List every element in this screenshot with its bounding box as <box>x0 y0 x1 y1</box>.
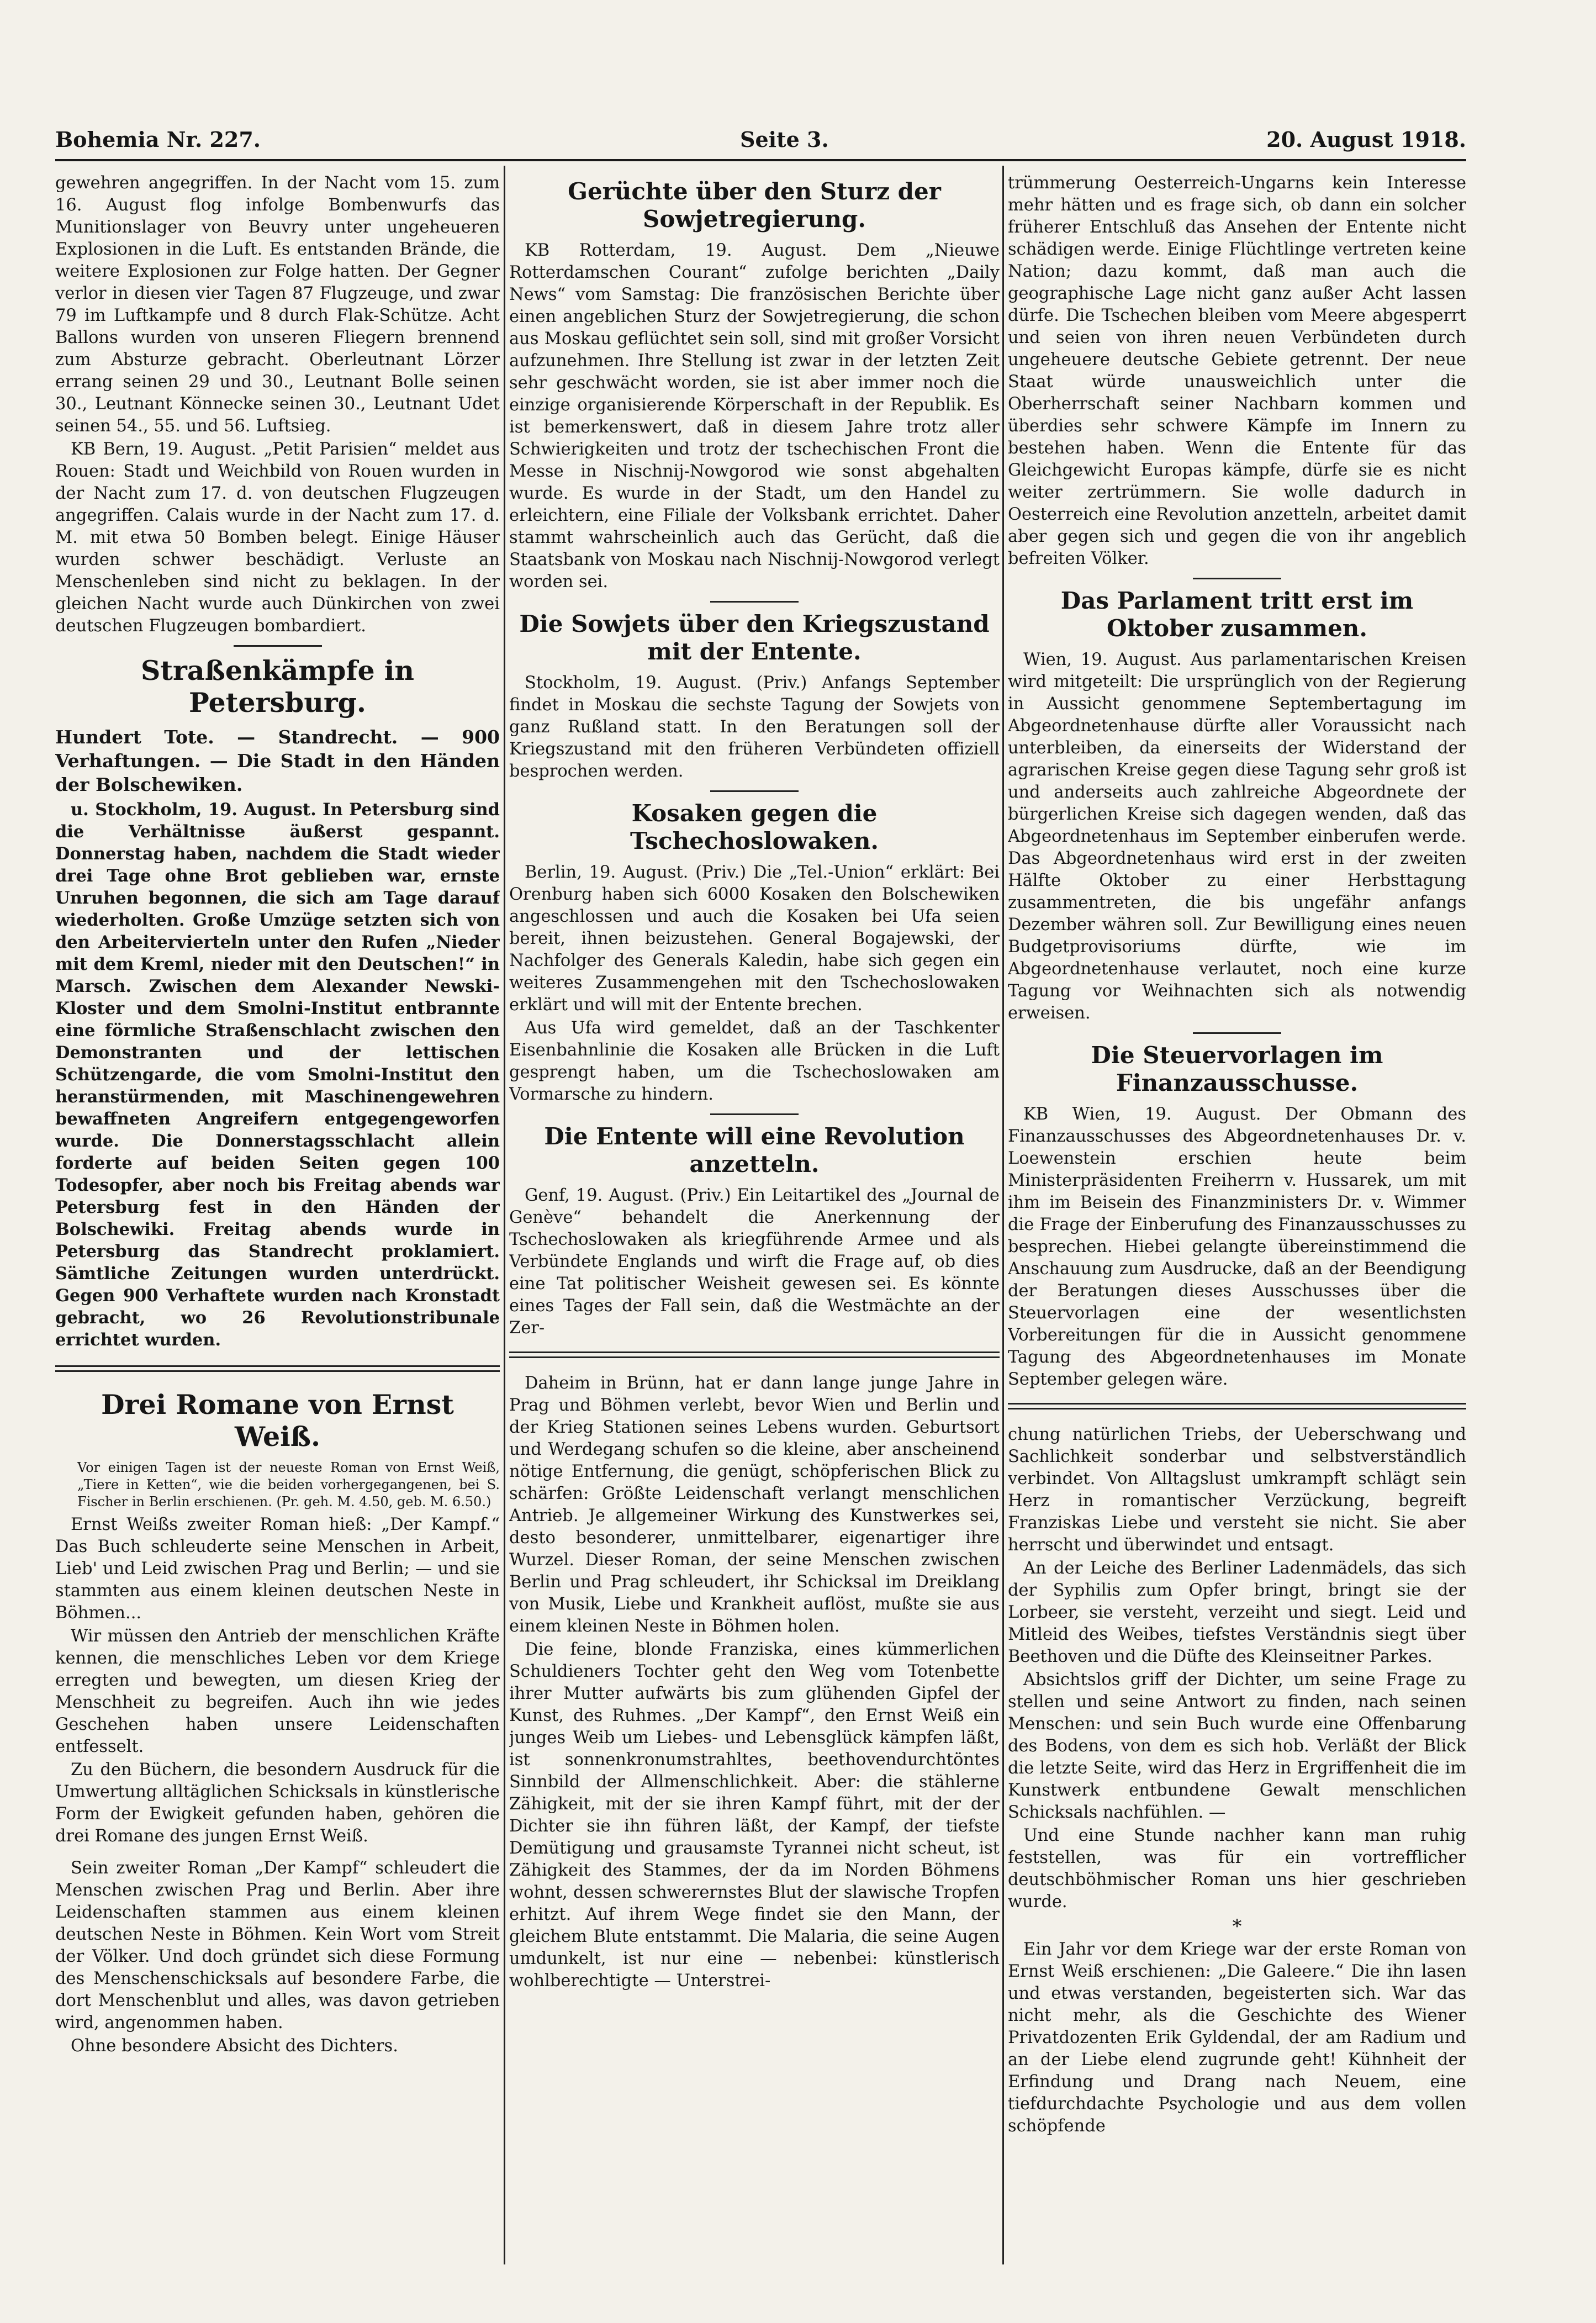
masthead-issue: Bohemia Nr. 227. <box>55 127 261 152</box>
separator-rule <box>710 601 799 603</box>
section-divider <box>55 1365 500 1372</box>
separator-rule <box>710 790 799 792</box>
column-3 <box>1008 172 1466 2249</box>
article-text: Genf, 19. August. (Priv.) Ein Leitartikel des „Journal de Genève“ behandelt die Anerkennung der Tschechoslowaken als kriegführende Armee und als Verbündete Englands und wirft die Frage auf, ob dies eine Tat politischer Weisheit gewesen sei. Es könnte eines Tages der Fall sein, daß die Westmächte an der Zer- <box>509 1186 1000 1338</box>
headline: Gerüchte über den Sturz der Sowjetregierung. <box>568 178 941 233</box>
article-text: KB Bern, 19. August. „Petit Parisien“ meldet aus Rouen: Stadt und Weichbild von Rouen wurden in der Nacht zum 17. d. von deutschen Flugzeugen angegriffen. Calais wurde in der Nacht zum 17. d. M. mit etwa 50 Bomben belegt. Einige Häuser wurden schwer beschädigt. Verluste an Menschenleben sind nicht zu beklagen. In der gleichen Nacht wurde auch Dünkirchen von zwei deutschen Flugzeugen bombardiert. <box>55 440 500 636</box>
feuilleton-text: Wir müssen den Antrieb der menschlichen Kräfte kennen, die menschliches Leben vor dem Kriege erregten und bewegten, um diesen Krieg der Menschheit zu begreifen. Auch ihn wie jedes Geschehen haben unsere Leidenschaften entfesselt. <box>55 1627 500 1756</box>
asterisk-divider: * <box>1232 1915 1242 1937</box>
feuilleton-text: Die feine, blonde Franziska, eines kümmerlichen Schuldieners Tochter geht den Weg vom Totenbette ihrer Mutter aufwärts bis zum glühenden Gipfel der Kunst, des Ruhmes. „Der Kampf“, den Ernst Weiß ein junges Weib um Liebes- und Lebensglück kämpfen läßt, ist sonnenkronumstrahltes, beethovendurchtöntes Sinnbild der Allmenschlichkeit. Aber: die stählerne Zähigkeit, mit der sie ihren Kampf führt, mit der der Dichter sie ihn führen läßt, der Kampf, der tiefste Demütigung und grausamste Tyrannei nicht scheut, ist Zähigkeit des Stammes, der da im Norden Böhmens wohnt, dessen schwerernstes Blut der slawische Tropfen erhitzt. Auf ihrem Wege findet sie den Mann, der gleichem Blute entstammt. Die Malaria, die seine Augen umdunkelt, ist nur eine — nebenbei: künstlerisch wohlberechtigte — Unterstrei- <box>509 1640 1000 1991</box>
headline: Die Steuervorlagen im Finanzausschusse. <box>1091 1042 1383 1096</box>
separator-rule <box>1193 578 1281 579</box>
article-text: KB Rotterdam, 19. August. Dem „Nieuwe Rotterdamschen Courant“ zufolge berichten „Daily News“ vom Samstag: Die französischen Berichte über einen angeblichen Sturz der Sowjetregierung, die schon aus Moskau geflüchtet sein soll, sind mit großer Vorsicht aufzunehmen. Ihre Stellung ist zwar in der letzten Zeit sehr geschwächt worden, sie ist aber immer noch die einzige organisierende Körperschaft in der Republik. Es ist bemerkenswert, daß in diesem Jahre trotz aller Schwierigkeiten und trotz der tschechischen Front die Messe in Nischnij-Nowgorod wie sonst abgehalten wurde. Es wurde in der Stadt, um den Handel zu erleichtern, eine Filiale der Volksbank errichtet. Daher stammt wahrscheinlich auch das Gerücht, daß die Staatsbank von Moskau nach Nischnij-Nowgorod verlegt worden sei. <box>509 241 1000 592</box>
feuilleton-text: Ernst Weißs zweiter Roman hieß: „Der Kampf.“ Das Buch schleuderte seine Menschen in Arbeit, Lieb' und Leid zwischen Prag und Berlin; — und sie stammten aus einem kleinen deutschen Neste in Böhmen... <box>55 1515 500 1623</box>
feuilleton-text: An der Leiche des Berliner Ladenmädels, das sich der Syphilis zum Opfer bringt, bringt sie der Lorbeer, sie versteht, verzeiht und siegt. Leid und Mitleid des Weibes, tiefstes Verständnis siegt über Beethoven und die Düfte des Kleinseitner Parkes. <box>1008 1559 1466 1666</box>
feuilleton-text: chung natürlichen Triebs, der Ueberschwang und Sachlichkeit sonderbar und selbstverständlich verbindet. Von Alltagslust umkrampft schlägt sein Herz in romantischer Verzückung, begreift Franziskas Liebe und versteht sie nicht. Sie aber herrscht und überwindet und entsagt. <box>1008 1425 1466 1555</box>
feuilleton-text: Und eine Stunde nachher kann man ruhig feststellen, was für ein vortrefflicher deutschböhmischer Roman uns hier geschrieben wurde. <box>1008 1826 1466 1912</box>
column-divider <box>1002 166 1004 2264</box>
headline: Die Entente will eine Revolution anzetteln. <box>544 1123 965 1178</box>
feuilleton-text: Absichtslos griff der Dichter, um seine Frage zu stellen und seine Antwort zu finden, nach seinen Menschen: und sein Buch wurde eine Offenbarung des Bodens, von dem es sich hob. Verläßt der Blick die letzte Seite, wird das Herz in Ergriffenheit die im Kunstwerk entbundene Gewalt menschlichen Schicksals nachfühlen. — <box>1008 1670 1466 1822</box>
article-text: Berlin, 19. August. (Priv.) Die „Tel.-Union“ erklärt: Bei Orenburg haben sich 6000 Kosaken den Bolschewiken angeschlossen und auch die Kosaken bei Ufa seien bereit, ihnen beizustehen. General Bogajewski, der Nachfolger des Generals Kaledin, habe sich gegen ein weiteres Zusammengehen mit den Tschechoslowaken erklärt und will mit der Entente brechen. <box>509 863 1000 1015</box>
column-2 <box>509 172 1000 2249</box>
article-text: KB Wien, 19. August. Der Obmann des Finanzausschusses des Abgeordnetenhauses Dr. v. Loewenstein erschien heute beim Ministerpräsidenten Freiherrn v. Hussarek, um mit ihm im Beisein des Finanzministers Dr. v. Wimmer die Frage der Einberufung des Finanzausschusses zu besprechen. Hiebei gelangte übereinstimmend die Anschauung zum Ausdrucke, daß an der Beendigung der Beratungen dieses Ausschusses über die Steuervorlagen eine der wesentlichsten Vorbereitungen für die in Aussicht genommene Tagung des Abgeordnetenhauses im Monate September gelegen wäre. <box>1008 1105 1466 1389</box>
separator-rule <box>234 645 322 647</box>
column-1 <box>55 172 500 2249</box>
feuilleton-text: Ein Jahr vor dem Kriege war der erste Roman von Ernst Weiß erschienen: „Die Galeere.“ Die ihn lasen und etwas verstanden, begeisterten sich. War das nicht mehr, als die Geschichte des Wiener Privatdozenten Erik Gyldendal, der am Radium und an der Liebe elend zugrunde geht! Kühnheit der Erfindung und Drang nach Neuem, eine tiefdurchdachte Psychologie und aus dem vollen schöpfende <box>1008 1940 1466 2136</box>
article-text: trümmerung Oesterreich-Ungarns kein Interesse mehr hätten und es frage sich, ob dann ein solcher früherer Entschluß das Ansehen der Entente nicht schädigen werde. Einige Flüchtlinge vertreten keine Nation; dazu kommt, daß man auch die geographische Lage nicht ganz außer Acht lassen dürfe. Die Tschechen bleiben vom Meere abgesperrt und seien von ihren neuen Verbündeten durch ungeheuere deutsche Gebiete getrennt. Der neue Staat würde unausweichlich unter die Oberherrschaft seiner Nachbarn kommen und überdies sehr schwere Kämpfe im Innern zu bestehen haben. Wenn die Entente für das Gleichgewicht Europas kämpfe, dürfe sie es nicht weiter zertrümmern. Sie wolle dadurch in Oesterreich eine Revolution anzetteln, arbeitet damit aber gegen sich und gegen die von ihr angeblich befreiten Völker. <box>1008 173 1466 568</box>
section-divider <box>1008 1403 1466 1409</box>
feuilleton-headline: Drei Romane von Ernst Weiß. <box>101 1388 454 1453</box>
article-text: u. Stockholm, 19. August. In Petersburg sind die Verhältnisse äußerst gespannt. Donnerstag haben, nachdem die Stadt wieder drei Tage ohne Brot geblieben war, ernste Unruhen begonnen, die sich am Tage darauf wiederholten. Große Umzüge setzten sich von den Arbeitervierteln unter den Rufen „Nieder mit dem Kreml, nieder mit den Deutschen!“ in Marsch. Zwischen dem Alexander Newski-Kloster und dem Smolni-Institut entbrannte eine förmliche Straßenschlacht zwischen den Demonstranten und der lettischen Schützengarde, die vom Smolni-Institut den heranstürmenden, mit Maschinengewehren bewaffneten Angreifern entgegengeworfen wurde. Die Donnerstagsschlacht allein forderte auf beiden Seiten gegen 100 Todesopfer, aber noch bis Freitag abends war Petersburg fest in den Händen der Bolschewiki. Freitag abends wurde in Petersburg das Standrecht proklamiert. Sämtliche Zeitungen wurden unterdrückt. Gegen 900 Verhaftete wurden nach Kronstadt gebracht, wo 26 Revolutionstribunale errichtet wurden. <box>55 800 500 1350</box>
feuilleton-text: Zu den Büchern, die besondern Ausdruck für die Umwertung alltäglichen Schicksals in künstlerische Form der Ewigkeit gefunden haben, gehören die drei Romane des jungen Ernst Weiß. <box>55 1760 500 1846</box>
headline: Die Sowjets über den Kriegszustand mit der Entente. <box>519 610 990 665</box>
separator-rule <box>1193 1032 1281 1034</box>
headline: Das Parlament tritt erst im Oktober zusammen. <box>1060 587 1414 642</box>
masthead-page-number: Seite 3. <box>740 127 829 152</box>
masthead-date: 20. August 1918. <box>1266 127 1466 152</box>
article-text: Stockholm, 19. August. (Priv.) Anfangs September findet in Moskau die sechste Tagung der Sowjets von ganz Rußland statt. In den Beratungen soll der Kriegszustand mit den früheren Verbündeten offiziell besprochen werden. <box>509 673 1000 781</box>
book-note: Vor einigen Tagen ist der neueste Roman von Ernst Weiß, „Tiere in Ketten“, wie die beiden vorhergegangenen, bei S. Fischer in Berlin erschienen. (Pr. geh. M. 4.50, geb. M. 6.50.) <box>77 1460 500 1509</box>
feuilleton-text: Sein zweiter Roman „Der Kampf“ schleudert die Menschen zwischen Prag und Berlin. Aber ihre Leidenschaften stammen aus einem kleinen deutschen Neste in Böhmen. Kein Wort vom Streit der Völker. Und doch gründet sich diese Formung des Menschenschicksals auf besondere Farbe, die dort Menschenblut und alles, was davon getrieben wird, angenommen haben. <box>55 1859 500 2032</box>
headline: Kosaken gegen die Tschechoslowaken. <box>630 800 879 854</box>
article-text: gewehren angegriffen. In der Nacht vom 15. zum 16. August flog infolge Bombenwurfs das Munitionslager von Beuvry unter ungeheueren Explosionen in die Luft. Es entstanden Brände, die weitere Explosionen zur Folge hatten. Der Gegner verlor in diesen vier Tagen 87 Flugzeuge, und zwar 79 im Luftkampfe und 8 durch Flak-Schütze. Acht Ballons wurden von unseren Fliegern brennend zum Absturze gebracht. Oberleutnant Lörzer errang seinen 29 und 30., Leutnant Bolle seinen 30., Leutnant Könnecke seinen 30., Leutnant Udet seinen 54., 55. und 56. Luftsieg. <box>55 173 500 436</box>
section-divider <box>509 1351 1000 1358</box>
article-text: Aus Ufa wird gemeldet, daß an der Taschkenter Eisenbahnlinie die Kosaken alle Brücken in die Luft gesprengt haben, um die Tschechoslowaken am Vormarsche zu hindern. <box>509 1018 1000 1104</box>
masthead-rule <box>55 159 1466 161</box>
masthead <box>55 123 1466 157</box>
separator-rule <box>710 1113 799 1115</box>
column-divider <box>504 166 505 2264</box>
headline: Straßenkämpfe in Petersburg. <box>141 654 414 719</box>
article-text: Wien, 19. August. Aus parlamentarischen Kreisen wird mitgeteilt: Die ursprünglich von der Regierung in Aussicht genommene Septembertagung im Abgeordnetenhause dürfte aller Voraussicht nach unterbleiben, da einerseits der Widerstand der agrarischen Kreise gegen diese Tagung sehr groß ist und anderseits auch zahlreiche Abgeordnete der bürgerlichen Kreise sich dagegen wenden, daß das Abgeordnetenhaus im September einberufen werde. Das Abgeordnetenhaus wird erst in der zweiten Hälfte Oktober zu einer Herbsttagung zusammentreten, die bis ungefähr anfangs Dezember währen soll. Zur Bewilligung eines neuen Budgetprovisoriums dürfte, wie im Abgeordnetenhause verlautet, noch eine kurze Tagung vor Weihnachten sich als notwendig erweisen. <box>1008 650 1466 1023</box>
feuilleton-text: Daheim in Brünn, hat er dann lange junge Jahre in Prag und Böhmen verlebt, bevor Wien und Berlin und der Krieg Stationen seines Lebens wurden. Geburtsort und Werdegang schufen so die kleine, aber anscheinend nötige Entfernung, die genügt, schöpferischen Blick zu schärfen: Größte Leidenschaft verlangt menschlichen Antrieb. Je allgemeiner Wirkung des Kunstwerkes sei, desto besonderer, unmittelbarer, eigenartiger ihre Wurzel. Dieser Roman, der seine Menschen zwischen Berlin und Prag schleudert, ihr Schicksal im Dreiklang von Musik, Liebe und Krankheit auflöst, mußte sie aus einem kleinen Neste in Böhmen holen. <box>509 1374 1000 1636</box>
subheadline: Hundert Tote. — Standrecht. — 900 Verhaftungen. — Die Stadt in den Händen der Bolschewiken. <box>55 726 500 795</box>
feuilleton-text: Ohne besondere Absicht des Dichters. <box>71 2036 398 2056</box>
